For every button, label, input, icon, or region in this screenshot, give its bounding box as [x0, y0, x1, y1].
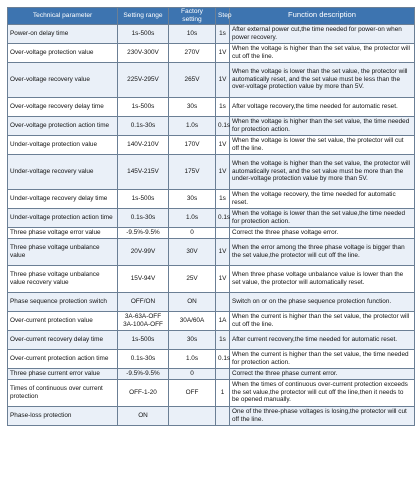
factory-setting-cell: 30s [169, 330, 216, 349]
setting-range-cell: 1s-500s [118, 189, 169, 208]
function-description-cell: After voltage recovery,the time needed for automatic reset. [230, 97, 415, 116]
param-cell: Over-current protection action time [8, 349, 118, 368]
table-row [8, 238, 415, 265]
table-row [8, 24, 415, 43]
function-description-cell: When the voltage is higher than the set value, the time needed for protection action. [230, 116, 415, 135]
table-row [8, 406, 415, 425]
step-cell: 1A [216, 311, 230, 330]
factory-setting-cell: 270V [169, 43, 216, 62]
function-description-cell: After external power cut,the time needed for power-on when power recovery. [230, 24, 415, 43]
step-cell: 0.1s [216, 349, 230, 368]
table-row [8, 311, 415, 330]
setting-range-cell: 225V-295V [118, 62, 169, 97]
header-setting-range: Setting range [118, 8, 169, 25]
param-cell: Over-current protection value [8, 311, 118, 330]
factory-setting-cell: 1.0s [169, 349, 216, 368]
table-row [8, 292, 415, 311]
table-row [8, 43, 415, 62]
factory-setting-cell: ON [169, 292, 216, 311]
header-technical-parameter: Technical parameter [8, 8, 118, 25]
function-description-cell: When the times of continuous over-current protection exceeds the set value,the protector will cut off the line,then it needs to be opened manually. [230, 379, 415, 406]
table-row [8, 368, 415, 379]
setting-range-cell: 230V-300V [118, 43, 169, 62]
table-row [8, 135, 415, 154]
setting-range-cell: 1s-500s [118, 330, 169, 349]
function-description-cell: After current recovery,the time needed for automatic reset. [230, 330, 415, 349]
factory-setting-cell: 175V [169, 154, 216, 189]
setting-range-cell: 145V-215V [118, 154, 169, 189]
step-cell [216, 227, 230, 238]
factory-setting-cell: 30s [169, 97, 216, 116]
setting-range-cell: -9.5%-9.5% [118, 368, 169, 379]
setting-range-cell: 20V-99V [118, 238, 169, 265]
table-row [8, 97, 415, 116]
function-description-cell: Switch on or on the phase sequence protection function. [230, 292, 415, 311]
param-cell: Three phase voltage error value [8, 227, 118, 238]
table-row [8, 265, 415, 292]
table-row [8, 330, 415, 349]
function-description-cell: When the voltage is higher than the set value, the protector will automatically reset, and the set value must be more than the under-voltage protection value by more than 5V. [230, 154, 415, 189]
factory-setting-cell: 0 [169, 368, 216, 379]
step-cell: 1V [216, 265, 230, 292]
factory-setting-cell [169, 406, 216, 425]
param-cell: Under-voltage recovery delay time [8, 189, 118, 208]
factory-setting-cell: 0 [169, 227, 216, 238]
factory-setting-cell: 1.0s [169, 116, 216, 135]
param-cell: Over-voltage protection value [8, 43, 118, 62]
function-description-cell: When the voltage is lower than the set value,the time needed for protection action. [230, 208, 415, 227]
step-cell: 1s [216, 24, 230, 43]
setting-range-cell: ON [118, 406, 169, 425]
function-description-cell: When the current is higher than the set value, the time needed for protection action. [230, 349, 415, 368]
factory-setting-cell: 1.0s [169, 208, 216, 227]
table-row [8, 227, 415, 238]
table-row [8, 208, 415, 227]
param-cell: Under-voltage protection value [8, 135, 118, 154]
function-description-cell: Correct the three phase current error. [230, 368, 415, 379]
function-description-cell: When the current is higher than the set value, the protector will cut off the line. [230, 311, 415, 330]
step-cell: 1s [216, 97, 230, 116]
function-description-cell: When the voltage is higher than the set value, the protector will cut off the line. [230, 43, 415, 62]
param-cell: Three phase voltage unbalance value [8, 238, 118, 265]
param-cell: Under-voltage protection action time [8, 208, 118, 227]
function-description-cell: When the voltage recovery, the time needed for automatic reset. [230, 189, 415, 208]
param-cell: Phase sequence protection switch [8, 292, 118, 311]
step-cell [216, 406, 230, 425]
factory-setting-cell: 30s [169, 189, 216, 208]
table-row [8, 349, 415, 368]
step-cell: 1 [216, 379, 230, 406]
table-row [8, 154, 415, 189]
table-row [8, 379, 415, 406]
param-cell: Power-on delay time [8, 24, 118, 43]
step-cell: 0.1s [216, 208, 230, 227]
step-cell [216, 292, 230, 311]
setting-range-cell: 15V-94V [118, 265, 169, 292]
setting-range-cell: 140V-210V [118, 135, 169, 154]
header-factory-setting: Factory setting [169, 8, 216, 25]
param-cell: Three phase voltage unbalance value recovery value [8, 265, 118, 292]
param-cell: Over-current recovery delay time [8, 330, 118, 349]
spec-table [7, 7, 415, 426]
param-cell: Three phase current error value [8, 368, 118, 379]
param-cell: Under-voltage recovery value [8, 154, 118, 189]
function-description-cell: When the voltage is lower the set value, the protector will cut off the line. [230, 135, 415, 154]
factory-setting-cell: 25V [169, 265, 216, 292]
table-row [8, 189, 415, 208]
step-cell: 1V [216, 43, 230, 62]
param-cell: Over-voltage recovery delay time [8, 97, 118, 116]
param-cell: Over-voltage protection action time [8, 116, 118, 135]
function-description-cell: One of the three-phase voltages is losing,the protector will cut off the line. [230, 406, 415, 425]
setting-range-cell: 1s-500s [118, 24, 169, 43]
table-row [8, 62, 415, 97]
factory-setting-cell: 30V [169, 238, 216, 265]
function-description-cell: When the voltage is lower than the set value, the protector will automatically reset, and the set value must be less than the over-voltage protection value by more than 5V. [230, 62, 415, 97]
step-cell: 1V [216, 238, 230, 265]
setting-range-cell: -9.5%-9.5% [118, 227, 169, 238]
function-description-cell: When the error among the three phase voltage is bigger than the set value,the protector will cut off the line. [230, 238, 415, 265]
factory-setting-cell: 30A/60A [169, 311, 216, 330]
setting-range-cell: 1s-500s [118, 97, 169, 116]
setting-range-cell: OFF-1-20 [118, 379, 169, 406]
step-cell: 0.1s [216, 116, 230, 135]
step-cell: 1s [216, 189, 230, 208]
header-step: Step [216, 8, 230, 25]
function-description-cell: When three phase voltage unbalance value is lower than the set value, the protector will automatically reset. [230, 265, 415, 292]
header-function-description: Function description [230, 8, 415, 25]
step-cell: 1s [216, 330, 230, 349]
step-cell: 1V [216, 135, 230, 154]
setting-range-cell: 0.1s-30s [118, 116, 169, 135]
factory-setting-cell: 10s [169, 24, 216, 43]
setting-range-cell: 0.1s-30s [118, 349, 169, 368]
param-cell: Times of continuous over current protection [8, 379, 118, 406]
factory-setting-cell: 265V [169, 62, 216, 97]
param-cell: Over-voltage recovery value [8, 62, 118, 97]
step-cell [216, 368, 230, 379]
function-description-cell: Correct the three phase voltage error. [230, 227, 415, 238]
step-cell: 1V [216, 62, 230, 97]
spec-table-container [7, 7, 415, 426]
table-header-row [8, 8, 415, 25]
param-cell: Phase-loss protection [8, 406, 118, 425]
factory-setting-cell: OFF [169, 379, 216, 406]
factory-setting-cell: 170V [169, 135, 216, 154]
setting-range-cell: 3A-63A-OFF 3A-100A-OFF [118, 311, 169, 330]
table-row [8, 116, 415, 135]
step-cell: 1V [216, 154, 230, 189]
setting-range-cell: OFF/ON [118, 292, 169, 311]
setting-range-cell: 0.1s-30s [118, 208, 169, 227]
